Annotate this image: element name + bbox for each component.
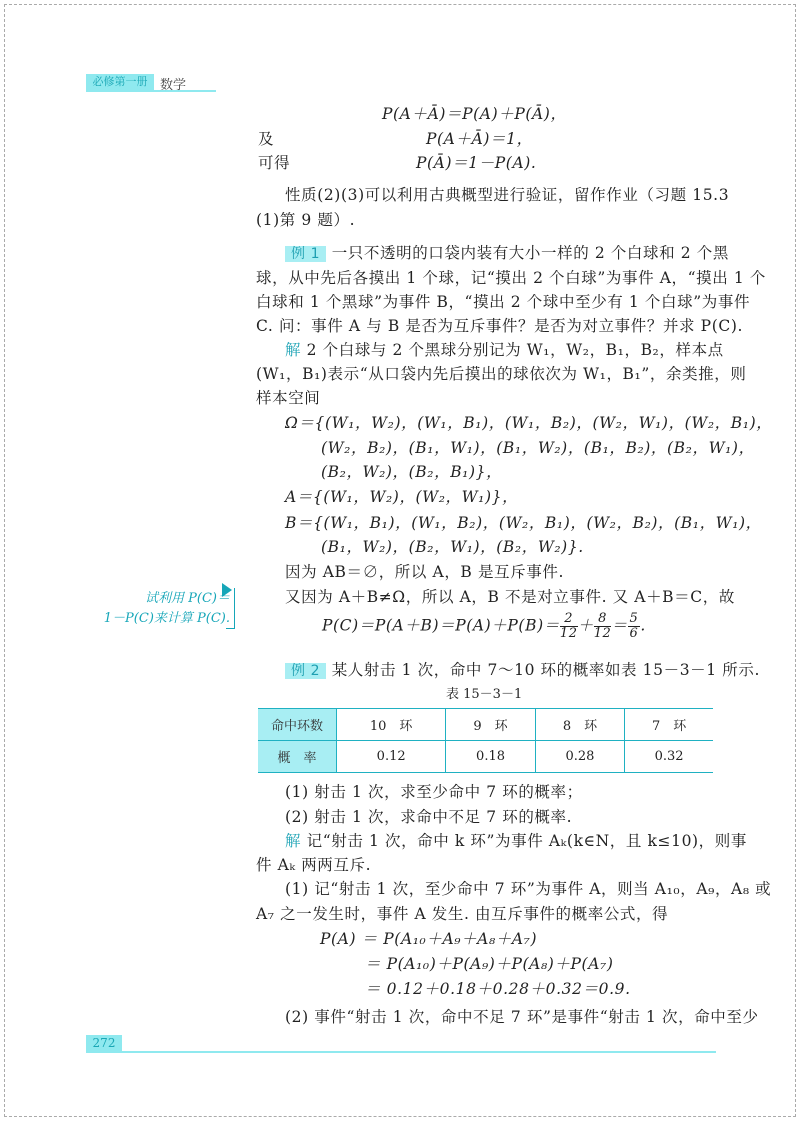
- side-note-bracket: [226, 588, 235, 629]
- denominator: 12: [559, 626, 578, 641]
- operator: ＋: [577, 616, 594, 635]
- equation-line: P(A＋Ā)＝P(A)＋P(Ā)，: [382, 105, 567, 123]
- text-line: (2) 射击 1 次，求命中不足 7 环的概率.: [285, 808, 573, 826]
- example-2-label: 例 2: [285, 663, 326, 679]
- header-rule: [86, 90, 216, 92]
- table-caption: 表 15－3－1: [446, 687, 523, 702]
- text-line: 性质(2)(3)可以利用古典概型进行验证，留作作业（习题 15.3: [285, 186, 730, 204]
- numerator: 8: [594, 612, 612, 627]
- operator: ＝: [611, 616, 628, 635]
- equation-line: (W₂，B₂)，(B₁，W₁)，(B₁，W₂)，(B₁，B₂)，(B₂，W₁)，: [321, 439, 755, 457]
- text-line: 及: [258, 130, 275, 148]
- equation-line: ＝ P(A₁₀)＋P(A₉)＋P(A₈)＋P(A₇): [365, 955, 614, 973]
- probability-table: [258, 708, 713, 773]
- denominator: 12: [593, 626, 612, 641]
- text-line: (1) 记“射击 1 次，至少命中 7 环”为事件 A，则当 A₁₀，A₉，A₈ 或: [285, 880, 772, 898]
- fraction: [594, 612, 612, 641]
- text-line: (W₁，B₁)表示“从口袋内先后摸出的球依次为 W₁，B₁”，余类推，则: [256, 365, 747, 383]
- side-note-line: 试利用 P(C)＝: [145, 591, 230, 606]
- subject-label: 数学: [160, 78, 187, 93]
- fraction: [560, 612, 578, 641]
- example-1-label: 例 1: [285, 246, 326, 262]
- text-line: 件 Aₖ 两两互斥.: [256, 856, 372, 874]
- solution-label: 解: [285, 832, 302, 850]
- table-cell: 7 环: [625, 709, 713, 741]
- text-line: 某人射击 1 次，命中 7～10 环的概率如表 15－3－1 所示.: [331, 661, 760, 679]
- text-line: 2 个白球与 2 个黑球分别记为 W₁，W₂，B₁，B₂，样本点: [306, 341, 724, 359]
- table-row: [258, 709, 713, 741]
- text-line: 球，从中先后各摸出 1 个球，记“摸出 2 个白球”为事件 A，“摸出 1 个: [256, 269, 766, 287]
- equation-line: A＝{(W₁，W₂)，(W₂，W₁)}，: [285, 488, 519, 506]
- equation-text: P(C)＝P(A＋B)＝P(A)＋P(B)＝: [322, 616, 560, 635]
- numerator: 2: [560, 612, 578, 627]
- text-line: C. 问：事件 A 与 B 是否为互斥事件？是否为对立事件？并求 P(C).: [256, 317, 743, 335]
- text-line: A₇ 之一发生时，事件 A 发生. 由互斥事件的概率公式，得: [256, 905, 669, 923]
- table-cell: 0.12: [337, 741, 446, 773]
- equation-line: B＝{(W₁，B₁)，(W₁，B₂)，(W₂，B₁)，(W₂，B₂)，(B₁，W₁)，: [285, 514, 762, 532]
- text-line: (1)第 9 题）.: [256, 211, 356, 229]
- text-line: 记“射击 1 次，命中 k 环”为事件 Aₖ(k∈N，且 k≤10)，则事: [306, 832, 747, 850]
- equation-line: Ω＝{(W₁，W₂)，(W₁，B₁)，(W₁，B₂)，(W₂，W₁)，(W₂，B₁)，: [285, 414, 773, 432]
- equation-line: [322, 612, 646, 641]
- text-line: (1) 射击 1 次，求至少命中 7 环的概率；: [285, 783, 583, 801]
- text-line: 可得: [258, 154, 291, 172]
- table-cell: 0.32: [625, 741, 713, 773]
- text-line: 样本空间: [256, 389, 321, 407]
- denominator: 6: [629, 626, 639, 641]
- fraction: [628, 612, 641, 641]
- footer-rule: [86, 1051, 716, 1053]
- solution-label: 解: [285, 341, 302, 359]
- equation-line: ＝ 0.12＋0.18＋0.28＋0.32＝0.9.: [365, 980, 631, 998]
- text-line: 白球和 1 个黑球”为事件 B，“摸出 2 个球中至少有 1 个白球”为事件: [256, 293, 751, 311]
- equation-line: (B₁，W₂)，(B₂，W₁)，(B₂，W₂)}.: [321, 538, 584, 556]
- equation-line: P(A) ＝ P(A₁₀＋A₉＋A₈＋A₇): [320, 930, 538, 948]
- equation-line: P(A＋Ā)＝1，: [426, 130, 533, 148]
- table-header-cell: 命中环数: [258, 709, 337, 741]
- side-note-line: 1－P(C)来计算 P(C).: [103, 611, 230, 626]
- text-line: 因为 AB＝∅，所以 A，B 是互斥事件.: [285, 563, 564, 581]
- period: .: [640, 616, 646, 635]
- page-number: 272: [86, 1035, 122, 1051]
- table-cell: 8 环: [535, 709, 624, 741]
- table-header-cell: 概 率: [258, 741, 337, 773]
- table-row: [258, 741, 713, 773]
- numerator: 5: [629, 611, 639, 626]
- table-cell: 0.18: [446, 741, 535, 773]
- equation-line: P(Ā)＝1－P(A).: [416, 154, 537, 172]
- text-line: 又因为 A＋B≠Ω，所以 A，B 不是对立事件. 又 A＋B＝C，故: [285, 588, 735, 606]
- table-cell: 10 环: [337, 709, 446, 741]
- table-cell: 0.28: [535, 741, 624, 773]
- text-line: (2) 事件“射击 1 次，命中不足 7 环”是事件“射击 1 次，命中至少: [285, 1008, 759, 1026]
- table-cell: 9 环: [446, 709, 535, 741]
- equation-line: (B₂，W₂)，(B₂，B₁)}，: [321, 463, 503, 481]
- book-label: 必修第一册: [86, 74, 154, 90]
- text-line: 一只不透明的口袋内装有大小一样的 2 个白球和 2 个黑: [331, 244, 729, 262]
